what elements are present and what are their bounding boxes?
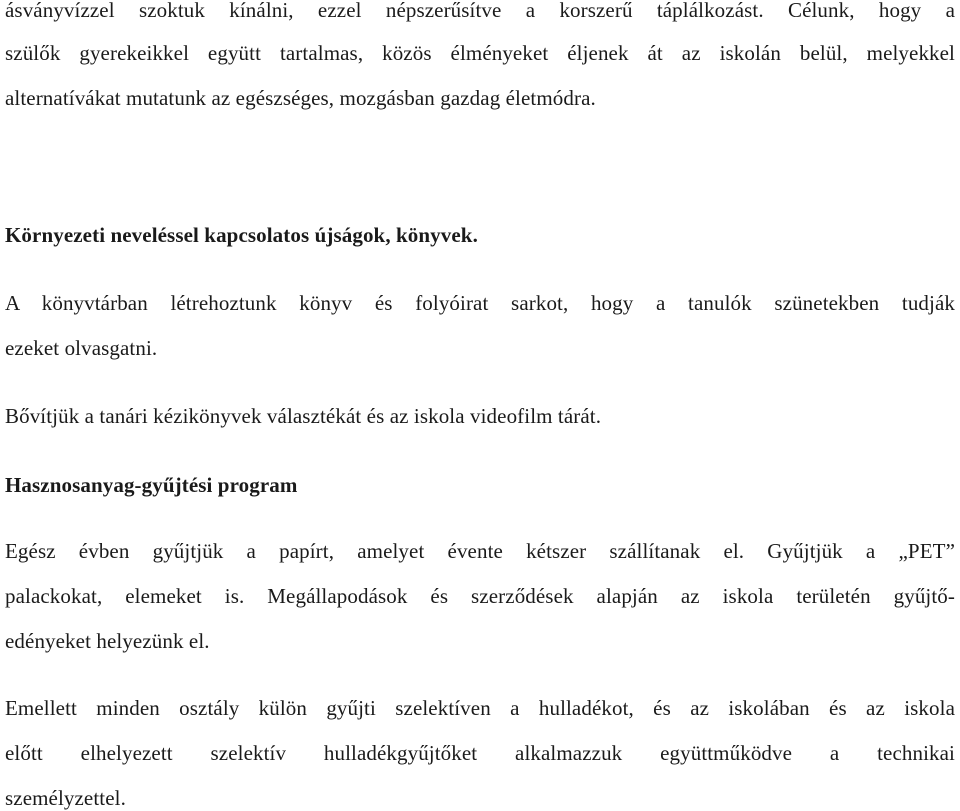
selective-collection-paragraph-line-2: előtt elhelyezett szelektív hulladékgyűjtőket alkalmazzuk együttműködve a technikai <box>5 741 955 765</box>
section-heading-recycling-program: Hasznosanyag-gyűjtési program <box>5 473 298 497</box>
recycling-paragraph-line-3: edényeket helyezünk el. <box>5 629 210 653</box>
intro-paragraph-line-1: ásványvízzel szoktuk kínálni, ezzel népszerűsítve a korszerű táplálkozást. Célunk, hogy a <box>5 0 955 22</box>
selective-collection-paragraph-line-1: Emellett minden osztály külön gyűjti szelektíven a hulladékot, és az iskolában és az iskola <box>5 696 955 720</box>
library-paragraph-line-1: A könyvtárban létrehoztunk könyv és folyóirat sarkot, hogy a tanulók szünetekben tudják <box>5 291 955 315</box>
section-heading-environmental-books: Környezeti neveléssel kapcsolatos újságok, könyvek. <box>5 223 478 247</box>
library-paragraph-line-2: ezeket olvasgatni. <box>5 336 158 360</box>
intro-paragraph-line-3: alternatívákat mutatunk az egészséges, mozgásban gazdag életmódra. <box>5 86 596 110</box>
selective-collection-paragraph-line-3: személyzettel. <box>5 786 126 810</box>
recycling-paragraph-line-2: palackokat, elemeket is. Megállapodások és szerződések alapján az iskola területén gyűjtő- <box>5 584 955 608</box>
teacher-handbooks-paragraph: Bővítjük a tanári kézikönyvek választékát és az iskola videofilm tárát. <box>5 404 602 428</box>
intro-paragraph-line-2: szülők gyerekeikkel együtt tartalmas, közös élményeket éljenek át az iskolán belül, melyekkel <box>5 41 955 65</box>
recycling-paragraph-line-1: Egész évben gyűjtjük a papírt, amelyet évente kétszer szállítanak el. Gyűjtjük a „PET” <box>5 539 955 563</box>
